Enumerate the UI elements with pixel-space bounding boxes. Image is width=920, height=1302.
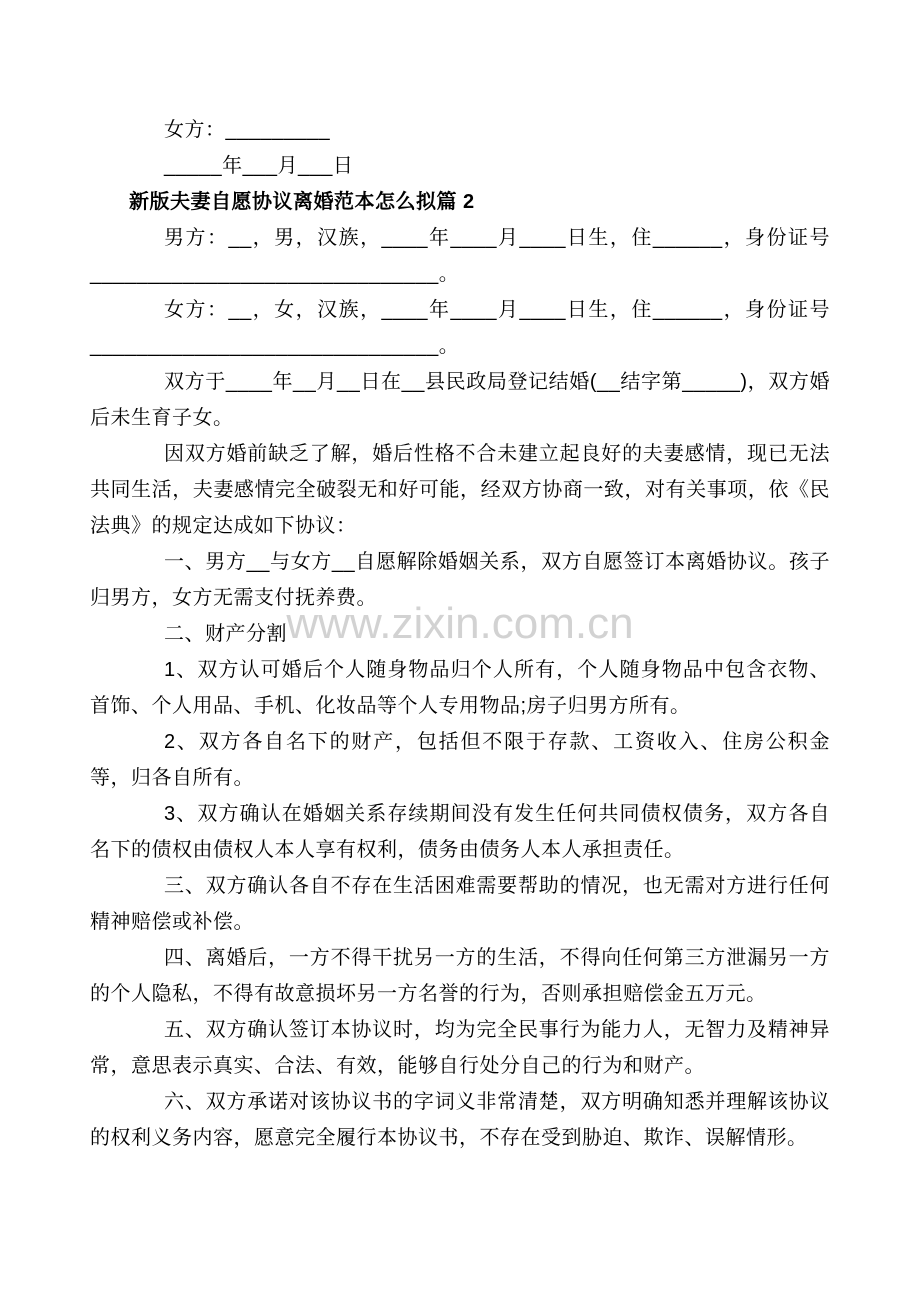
clause-6-paragraph: 六、双方承诺对该协议书的字词义非常清楚，双方明确知悉并理解该协议的权利义务内容，愿意完全履行本协议书，不存在受到胁迫、欺诈、误解情形。 (90, 1091, 830, 1149)
clause-2-item-2: 2、双方各自名下的财产，包括但不限于存款、工资收入、住房公积金等，归各自所有。 (90, 731, 830, 789)
woman-info-paragraph: 女方：__，女，汉族，____年____月____日生，住______，身份证号______________________________。 (90, 299, 830, 357)
marriage-registration-paragraph: 双方于____年__月__日在__县民政局登记结婚(__结字第_____)，双方婚后未生育子女。 (90, 371, 830, 429)
woman-signature-line: 女方：_________ (164, 119, 331, 141)
clause-1-paragraph: 一、男方__与女方__自愿解除婚姻关系，双方自愿签订本离婚协议。孩子归男方，女方无需支付抚养费。 (90, 551, 830, 609)
clause-2-heading: 二、财产分割 (164, 623, 287, 645)
clause-2-item-1: 1、双方认可婚后个人随身物品归个人所有，个人随身物品中包含衣物、首饰、个人用品、手机、化妆品等个人专用物品;房子归男方所有。 (90, 659, 830, 717)
clause-4-paragraph: 四、离婚后，一方不得干扰另一方的生活，不得向任何第三方泄漏另一方的个人隐私，不得有故意损坏另一方名誉的行为，否则承担赔偿金五万元。 (90, 947, 830, 1005)
section-title: 新版夫妻自愿协议离婚范本怎么拟篇 2 (129, 191, 475, 213)
preamble-paragraph: 因双方婚前缺乏了解，婚后性格不合未建立起良好的夫妻感情，现已无法共同生活，夫妻感情完全破裂无和好可能，经双方协商一致，对有关事项，依《民法典》的规定达成如下协议： (90, 443, 830, 537)
clause-2-item-3: 3、双方确认在婚姻关系存续期间没有发生任何共同债权债务，双方各自名下的债权由债权人本人享有权利，债务由债务人本人承担责任。 (90, 803, 830, 861)
clause-5-paragraph: 五、双方确认签订本协议时，均为完全民事行为能力人，无智力及精神异常，意思表示真实、合法、有效，能够自行处分自己的行为和财产。 (90, 1019, 830, 1077)
clause-3-paragraph: 三、双方确认各自不存在生活困难需要帮助的情况，也无需对方进行任何精神赔偿或补偿。 (90, 875, 830, 933)
watermark-text: www.zixin.com.cn (286, 599, 634, 648)
document-content (90, 112, 830, 1156)
date-line: _____年___月___日 (164, 155, 354, 177)
man-info-paragraph: 男方：__，男，汉族，____年____月____日生，住______，身份证号______________________________。 (90, 227, 830, 285)
